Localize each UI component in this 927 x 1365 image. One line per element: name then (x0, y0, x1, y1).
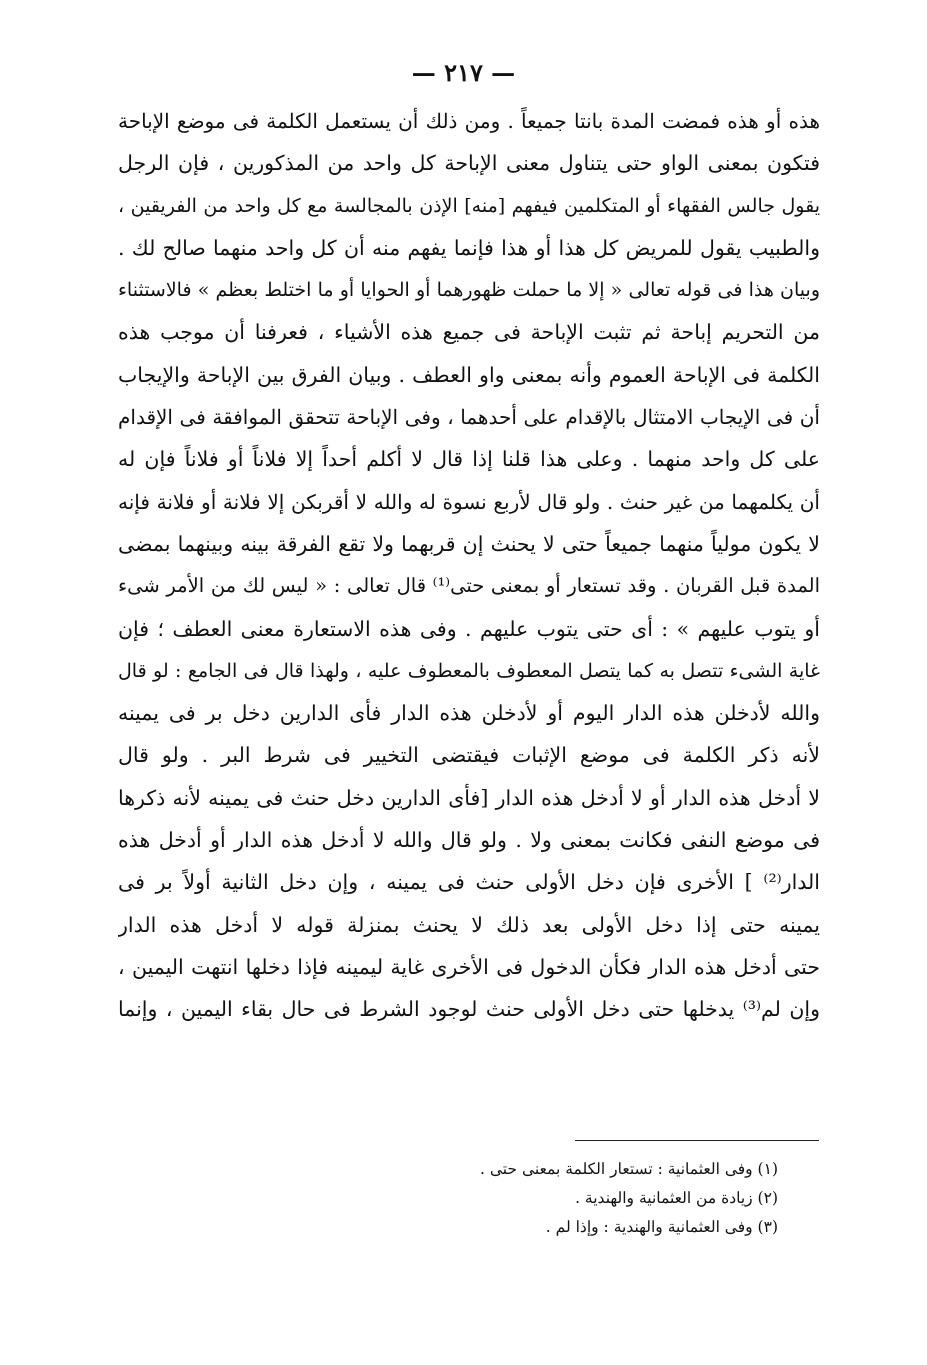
text-line: حتى أدخل هذه الدار فكأن الدخول فى الأخرى غاية ليمينه فإذا دخلها انتهت اليمين ، (118, 954, 820, 979)
text-line: يمينه حتى إذا دخل الأولى بعد ذلك لا يحنث بمنزلة قوله لا أدخل هذه الدار (118, 912, 820, 937)
text-line: هذه أو هذه فمضت المدة بانتا جميعاً . ومن ذلك أن يستعمل الكلمة فى موضع الإباحة (118, 109, 820, 133)
text-line: وبيان هذا فى قوله تعالى « إلا ما حملت ظهورهما أو الحوايا أو ما اختلط بعظم » فالاستثناء (118, 279, 820, 302)
text-line: لأنه ذكر الكلمة فى موضع الإثبات فيقتضى التخيير فى شرط البر . ولو قال (118, 743, 820, 768)
text-line: أو يتوب عليهم » : أى حتى يتوب عليهم . وفى هذه الاستعارة معنى العطف ؛ فإن (118, 616, 820, 641)
text-line: وإن لم⁽³⁾ يدخلها حتى دخل الأولى حنث لوجود الشرط فى حال بقاء اليمين ، وإنما (118, 997, 820, 1022)
text-line: الدار⁽²⁾ ] الأخرى فإن دخل الأولى حنث فى يمينه ، وإن دخل الثانية أولاً بر فى (118, 870, 820, 895)
text-line: غاية الشىء تتصل به كما يتصل المعطوف بالمعطوف عليه ، ولهذا قال فى الجامع : لو قال (118, 659, 820, 682)
footnote-1: (١) وفى العثمانية : تستعار الكلمة بمعنى حتى . (479, 1160, 778, 1178)
text-line: لا يكون مولياً منهما جميعاً حتى لا يحنث إن قربهما ولا تقع الفرقة بينه وبينهما بمضى (118, 531, 820, 556)
text-line: والطبيب يقول للمريض كل هذا أو هذا فإنما يفهم منه أن كل واحد منهما صالح لك . (118, 235, 820, 260)
text-line: الكلمة فى الإباحة العموم وأنه بمعنى واو العطف . وبيان الفرق بين الإباحة والإيجاب (118, 362, 820, 387)
text-line: فى موضع النفى فكانت بمعنى ولا . ولو قال والله لا أدخل هذه الدار أو أدخل هذه (118, 828, 820, 853)
text-line: لا أدخل هذه الدار أو لا أدخل هذه الدار [فأى الدارين دخل حنث فى يمينه لأنه ذكرها (118, 785, 820, 810)
text-line: على كل واحد منهما . وعلى هذا قلنا إذا قال لا أكلم أحداً إلا فلاناً أو فلاناً فإن له (118, 447, 820, 472)
footnotes (300, 1155, 778, 1242)
text-line: أن فى الإيجاب الامتثال بالإقدام على أحدهما ، وفى الإباحة تتحقق الموافقة فى الإقدام (118, 405, 820, 430)
text-line: أن يكلمهما من غير حنث . ولو قال لأربع نسوة له والله لا أقربكن إلا فلانة أو فلانة فإنه (118, 489, 820, 514)
text-line: من التحريم إباحة ثم تثبت الإباحة فى جميع هذه الأشياء ، فعرفنا أن موجب هذه (118, 320, 820, 345)
text-line: فتكون بمعنى الواو حتى يتناول معنى الإباحة كل واحد من المذكورين ، فإن الرجل (118, 151, 820, 176)
footnote-2: (٢) زيادة من العثمانية والهندية . (575, 1189, 778, 1207)
body-text (118, 100, 820, 1031)
text-line: المدة قبل القربان . وقد تستعار أو بمعنى حتى⁽¹⁾ قال تعالى : « ليس لك من الأمر شىء (118, 574, 820, 598)
footnote-3: (٣) وفى العثمانية والهندية : وإذا لم . (545, 1218, 778, 1236)
text-line: يقول جالس الفقهاء أو المتكلمين فيفهم [منه] الإذن بالمجالسة مع كل واحد من الفريقين ، (118, 194, 820, 217)
page-number: — ٢١٧ — (411, 58, 516, 87)
footnote-divider (575, 1140, 819, 1141)
text-line: والله لأدخلن هذه الدار اليوم أو لأدخلن هذه الدار فأى الدارين دخل بر فى يمينه (118, 701, 820, 726)
